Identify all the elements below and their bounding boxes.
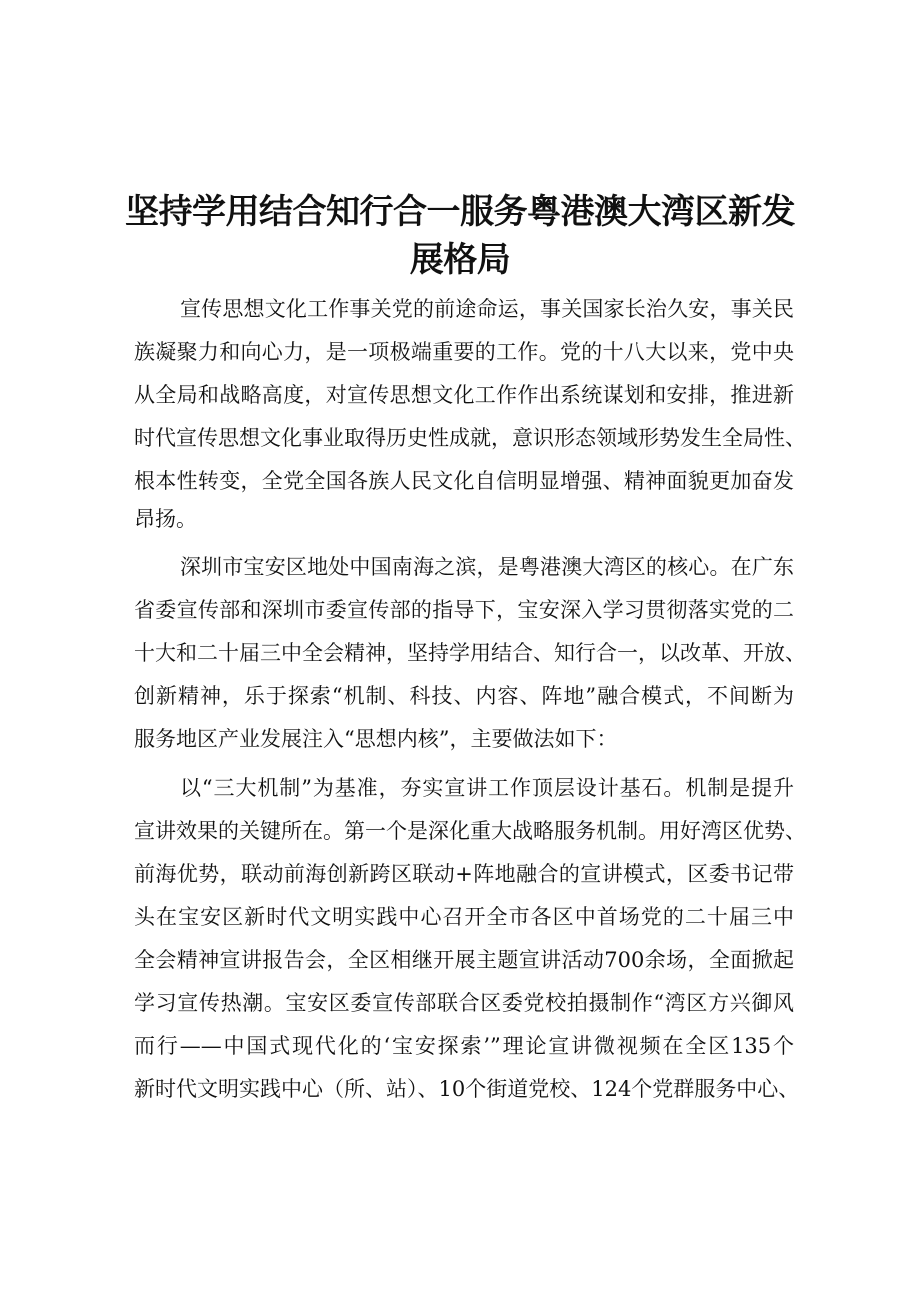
paragraph-2-line-4: 创新精神，乐于探索“机制、科技、内容、阵地”融合模式，不间断为: [134, 684, 794, 708]
paragraph-3-line-2: 宣讲效果的关键所在。第一个是深化重大战略服务机制。用好湾区优势、: [134, 819, 806, 843]
paragraph-1-line-6: 昂扬。: [134, 507, 197, 531]
paragraph-1-line-4: 时代宣传思想文化事业取得历史性成就，意识形态领域形势发生全局性、: [134, 426, 806, 450]
paragraph-3-line-1: 以“三大机制”为基准，夯实宣讲工作顶层设计基石。机制是提升: [180, 776, 794, 800]
paragraph-3-line-6: 学习宣传热潮。宝安区委宣传部联合区委党校拍摄制作“湾区方兴御风: [134, 991, 794, 1015]
paragraph-3-line-7: 而行——中国式现代化的‘宝安探索’”理论宣讲微视频在全区135个: [134, 1034, 794, 1058]
paragraph-3-line-3: 前海优势，联动前海创新跨区联动+阵地融合的宣讲模式，区委书记带: [134, 862, 794, 886]
paragraph-1-line-5: 根本性转变，全党全国各族人民文化自信明显增强、精神面貌更加奋发: [134, 469, 794, 493]
paragraph-3-line-5: 全会精神宣讲报告会，全区相继开展主题宣讲活动700余场，全面掀起: [134, 948, 794, 972]
paragraph-3-line-8: 新时代文明实践中心（所、站）、10个街道党校、124个党群服务中心、: [134, 1077, 800, 1101]
paragraph-1-line-3: 从全局和战略高度，对宣传思想文化工作作出系统谋划和安排，推进新: [134, 383, 794, 407]
paragraph-2-line-5: 服务地区产业发展注入“思想内核”，主要做法如下：: [134, 727, 618, 751]
paragraph-2-line-2: 省委宣传部和深圳市委宣传部的指导下，宝安深入学习贯彻落实党的二: [134, 598, 794, 622]
paragraph-3-line-4: 头在宝安区新时代文明实践中心召开全市各区中首场党的二十届三中: [134, 905, 794, 929]
document-title-line-1: 坚持学用结合知行合一服务粤港澳大湾区新发: [125, 192, 795, 232]
paragraph-2-line-3: 十大和二十届三中全会精神，坚持学用结合、知行合一，以改革、开放、: [134, 641, 806, 665]
paragraph-1-line-2: 族凝聚力和向心力，是一项极端重要的工作。党的十八大以来，党中央: [134, 340, 794, 364]
document-title-line-2: 展格局: [409, 240, 511, 280]
paragraph-1-line-1: 宣传思想文化工作事关党的前途命运，事关国家长治久安，事关民: [180, 297, 794, 321]
paragraph-2-line-1: 深圳市宝安区地处中国南海之滨，是粤港澳大湾区的核心。在广东: [180, 555, 794, 579]
